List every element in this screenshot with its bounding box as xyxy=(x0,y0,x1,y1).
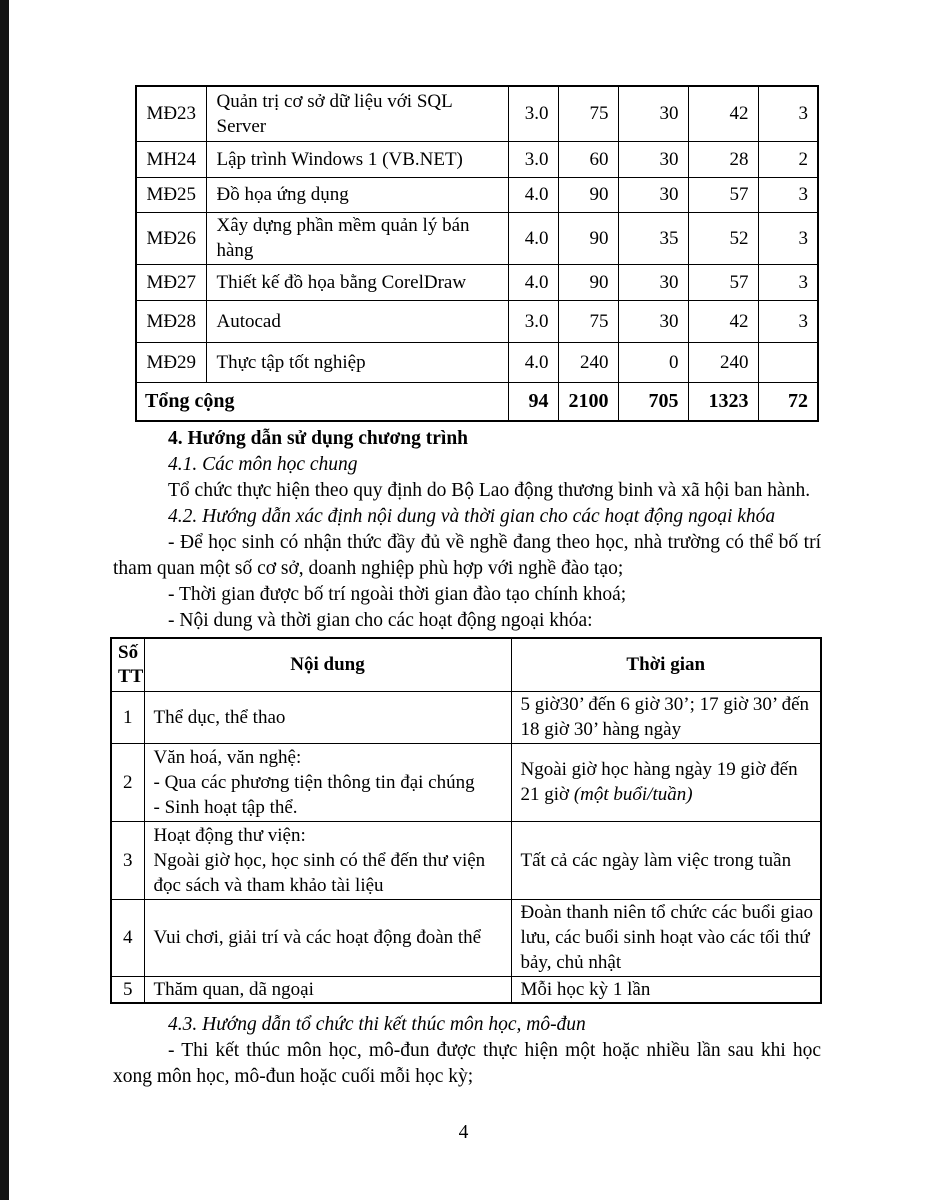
activity-index: 1 xyxy=(111,691,144,743)
course-name: Lập trình Windows 1 (VB.NET) xyxy=(206,141,508,177)
course-practice-hours: 42 xyxy=(688,300,758,342)
course-total-hours: 90 xyxy=(558,264,618,300)
course-exam-hours xyxy=(758,342,818,382)
course-theory-hours: 30 xyxy=(618,264,688,300)
activities-table xyxy=(110,637,822,1004)
table-row xyxy=(136,141,818,177)
header-time: Thời gian xyxy=(511,638,821,691)
total-label: Tổng cộng xyxy=(136,382,508,421)
activity-content-line: Ngoài giờ học, học sinh có thể đến thư viện đọc sách và tham khảo tài liệu xyxy=(153,849,486,896)
paragraph: - Nội dung và thời gian cho các hoạt động ngoại khóa: xyxy=(168,610,593,631)
activity-content xyxy=(144,821,511,899)
table-row xyxy=(136,342,818,382)
total-hours: 2100 xyxy=(558,382,618,421)
activity-row xyxy=(111,691,821,743)
course-credits: 4.0 xyxy=(508,177,558,212)
activity-content-line: Văn hoá, văn nghệ: xyxy=(153,746,302,768)
subsection-4-1-heading: 4.1. Các môn học chung xyxy=(168,454,358,475)
course-code: MH24 xyxy=(136,141,206,177)
course-theory-hours: 30 xyxy=(618,177,688,212)
header-stt xyxy=(111,638,144,691)
section-4-text xyxy=(113,426,821,634)
activity-time xyxy=(511,691,821,743)
course-credits: 4.0 xyxy=(508,264,558,300)
header-stt-line2: TT xyxy=(118,665,144,687)
course-name: Thiết kế đồ họa bằng CorelDraw xyxy=(206,264,508,300)
activity-time-text: Ngoài giờ học hàng ngày 19 giờ đến 21 giờ xyxy=(520,759,798,805)
course-theory-hours: 0 xyxy=(618,342,688,382)
section-4-3-text xyxy=(113,1012,821,1090)
course-practice-hours: 240 xyxy=(688,342,758,382)
table-row xyxy=(136,177,818,212)
activity-time-text: 5 giờ30’ đến 6 giờ 30’; 17 giờ 30’ đến 18 giờ 30’ hàng ngày xyxy=(520,694,810,740)
course-credits: 3.0 xyxy=(508,300,558,342)
activity-index: 4 xyxy=(111,899,144,976)
course-code: MĐ28 xyxy=(136,300,206,342)
activity-content xyxy=(144,743,511,821)
total-credits: 94 xyxy=(508,382,558,421)
table-row xyxy=(136,86,818,141)
course-practice-hours: 57 xyxy=(688,264,758,300)
activity-row xyxy=(111,821,821,899)
paragraph: - Để học sinh có nhận thức đầy đủ về nghề đang theo học, nhà trường có thể bố trí tham quan một số cơ sở, doanh nghiệp phù hợp với nghề đào tạo; xyxy=(113,532,821,579)
total-row xyxy=(136,382,818,421)
course-total-hours: 90 xyxy=(558,177,618,212)
total-practice: 1323 xyxy=(688,382,758,421)
course-name: Xây dựng phần mềm quản lý bán hàng xyxy=(206,212,508,264)
course-exam-hours: 3 xyxy=(758,212,818,264)
course-practice-hours: 28 xyxy=(688,141,758,177)
activity-index: 3 xyxy=(111,821,144,899)
course-credits: 4.0 xyxy=(508,212,558,264)
header-content: Nội dung xyxy=(144,638,511,691)
activity-time xyxy=(511,743,821,821)
total-exam: 72 xyxy=(758,382,818,421)
activity-time-note: (một buổi/tuần) xyxy=(573,784,693,805)
activity-index: 2 xyxy=(111,743,144,821)
activity-time-text: Tất cả các ngày làm việc trong tuần xyxy=(520,849,792,871)
course-exam-hours: 3 xyxy=(758,300,818,342)
section-heading: 4. Hướng dẫn sử dụng chương trình xyxy=(168,428,469,449)
course-code: MĐ25 xyxy=(136,177,206,212)
header-row xyxy=(111,638,821,691)
activity-content-line: Hoạt động thư viện: xyxy=(153,824,306,846)
course-code: MĐ23 xyxy=(136,86,206,141)
table-row xyxy=(136,300,818,342)
course-code: MĐ27 xyxy=(136,264,206,300)
course-total-hours: 90 xyxy=(558,212,618,264)
course-credits: 4.0 xyxy=(508,342,558,382)
course-total-hours: 75 xyxy=(558,86,618,141)
header-stt-line1: Số xyxy=(118,641,139,663)
course-credits: 3.0 xyxy=(508,86,558,141)
activity-content: Vui chơi, giải trí và các hoạt động đoàn thể xyxy=(144,899,511,976)
activity-index: 5 xyxy=(111,976,144,1003)
course-exam-hours: 3 xyxy=(758,177,818,212)
paragraph: - Thời gian được bố trí ngoài thời gian đào tạo chính khoá; xyxy=(168,584,627,605)
course-total-hours: 75 xyxy=(558,300,618,342)
table-row xyxy=(136,212,818,264)
course-practice-hours: 52 xyxy=(688,212,758,264)
course-name: Quản trị cơ sở dữ liệu với SQL Server xyxy=(206,86,508,141)
course-name: Thực tập tốt nghiệp xyxy=(206,342,508,382)
activity-content: Thể dục, thể thao xyxy=(144,691,511,743)
course-practice-hours: 57 xyxy=(688,177,758,212)
activity-content: Thăm quan, dã ngoại xyxy=(144,976,511,1003)
activity-row xyxy=(111,899,821,976)
activity-content-line: - Sinh hoạt tập thể. xyxy=(153,796,298,818)
course-total-hours: 240 xyxy=(558,342,618,382)
course-theory-hours: 30 xyxy=(618,86,688,141)
course-theory-hours: 35 xyxy=(618,212,688,264)
scan-edge-bar xyxy=(0,0,9,1200)
course-total-hours: 60 xyxy=(558,141,618,177)
table-row xyxy=(136,264,818,300)
activity-content-line: - Qua các phương tiện thông tin đại chúng xyxy=(153,771,475,793)
activity-row xyxy=(111,743,821,821)
course-name: Autocad xyxy=(206,300,508,342)
paragraph: - Thi kết thúc môn học, mô-đun được thực hiện một hoặc nhiều lần sau khi học xong môn học, mô-đun hoặc cuối mỗi học kỳ; xyxy=(113,1040,821,1087)
course-code: MĐ29 xyxy=(136,342,206,382)
course-practice-hours: 42 xyxy=(688,86,758,141)
activity-row xyxy=(111,976,821,1003)
course-theory-hours: 30 xyxy=(618,141,688,177)
activity-time xyxy=(511,976,821,1003)
activity-time-text: Đoàn thanh niên tổ chức các buổi giao lưu, các buổi sinh hoạt vào các tối thứ bảy, chủ nhật xyxy=(520,902,814,973)
course-exam-hours: 3 xyxy=(758,86,818,141)
course-name: Đồ họa ứng dụng xyxy=(206,177,508,212)
course-code: MĐ26 xyxy=(136,212,206,264)
activity-time xyxy=(511,821,821,899)
course-exam-hours: 2 xyxy=(758,141,818,177)
activity-time xyxy=(511,899,821,976)
course-credits: 3.0 xyxy=(508,141,558,177)
subsection-4-2-heading: 4.2. Hướng dẫn xác định nội dung và thời gian cho các hoạt động ngoại khóa xyxy=(168,506,776,527)
course-exam-hours: 3 xyxy=(758,264,818,300)
paragraph: Tổ chức thực hiện theo quy định do Bộ Lao động thương binh và xã hội ban hành. xyxy=(168,480,811,501)
curriculum-table xyxy=(135,85,819,422)
page-number: 4 xyxy=(458,1122,469,1143)
total-theory: 705 xyxy=(618,382,688,421)
activity-time-text: Mỗi học kỳ 1 lần xyxy=(520,978,651,1000)
subsection-4-3-heading: 4.3. Hướng dẫn tổ chức thi kết thúc môn học, mô-đun xyxy=(168,1014,586,1035)
course-theory-hours: 30 xyxy=(618,300,688,342)
